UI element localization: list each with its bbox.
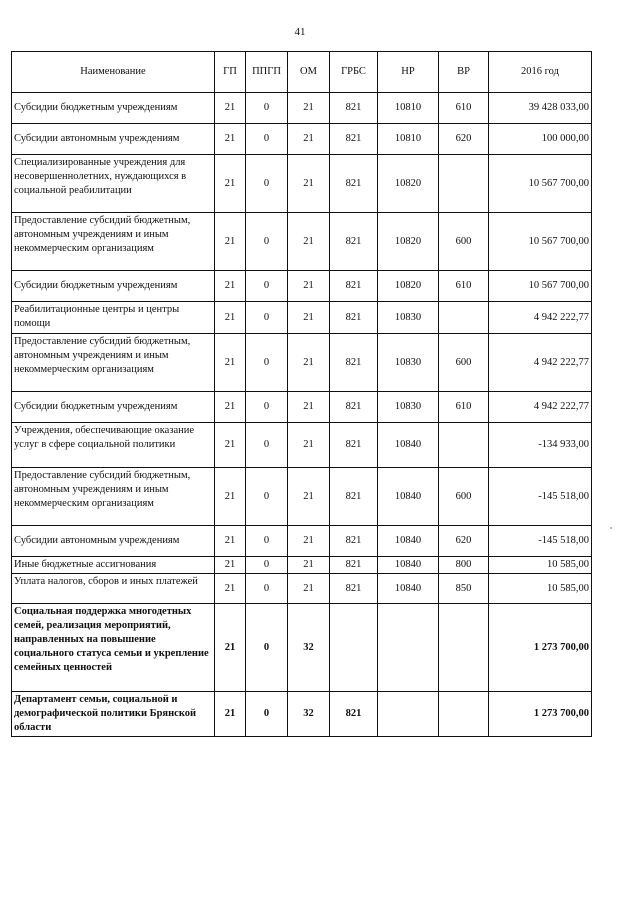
cell-nr: 10840 [378, 574, 439, 604]
cell-amount: 10 567 700,00 [489, 271, 592, 302]
cell-vr: 610 [439, 93, 489, 124]
header-year: 2016 год [489, 52, 592, 93]
cell-grbs: 821 [330, 526, 378, 557]
cell-nr: 10840 [378, 526, 439, 557]
cell-name: Социальная поддержка многодетных семей, реализация мероприятий, направленных на повышение социального статуса семьи и укрепление семейных ценностей [12, 604, 215, 692]
header-om: ОМ [288, 52, 330, 93]
table-row [12, 334, 592, 392]
cell-gp: 21 [215, 557, 246, 574]
header-nr: НР [378, 52, 439, 93]
cell-vr: 620 [439, 526, 489, 557]
cell-vr [439, 692, 489, 737]
cell-name: Субсидии бюджетным учреждениям [12, 93, 215, 124]
cell-vr: 600 [439, 334, 489, 392]
cell-amount: 4 942 222,77 [489, 302, 592, 334]
cell-amount: 10 585,00 [489, 574, 592, 604]
cell-vr [439, 604, 489, 692]
cell-grbs: 821 [330, 302, 378, 334]
cell-om: 21 [288, 557, 330, 574]
cell-grbs: 821 [330, 574, 378, 604]
cell-amount: 4 942 222,77 [489, 392, 592, 423]
cell-amount: -134 933,00 [489, 423, 592, 468]
cell-nr [378, 692, 439, 737]
header-name: Наименование [12, 52, 215, 93]
table-row [12, 423, 592, 468]
cell-name: Предоставление субсидий бюджетным, автономным учреждениям и иным некоммерческим организациям [12, 468, 215, 526]
scan-speck [610, 527, 612, 529]
cell-grbs: 821 [330, 423, 378, 468]
table-row [12, 302, 592, 334]
cell-grbs: 821 [330, 93, 378, 124]
cell-nr: 10830 [378, 392, 439, 423]
cell-om: 21 [288, 423, 330, 468]
table-row [12, 93, 592, 124]
cell-nr: 10820 [378, 155, 439, 213]
cell-om: 21 [288, 392, 330, 423]
cell-gp: 21 [215, 604, 246, 692]
cell-vr: 620 [439, 124, 489, 155]
cell-om: 21 [288, 574, 330, 604]
cell-vr: 610 [439, 271, 489, 302]
cell-ppgp: 0 [246, 692, 288, 737]
cell-grbs [330, 604, 378, 692]
cell-amount: 10 567 700,00 [489, 213, 592, 271]
cell-ppgp: 0 [246, 468, 288, 526]
cell-name: Субсидии бюджетным учреждениям [12, 392, 215, 423]
cell-ppgp: 0 [246, 557, 288, 574]
cell-gp: 21 [215, 334, 246, 392]
cell-gp: 21 [215, 574, 246, 604]
cell-vr: 600 [439, 468, 489, 526]
cell-amount: 1 273 700,00 [489, 604, 592, 692]
table-row [12, 271, 592, 302]
cell-gp: 21 [215, 213, 246, 271]
cell-name: Учреждения, обеспечивающие оказание услуг в сфере социальной политики [12, 423, 215, 468]
cell-ppgp: 0 [246, 574, 288, 604]
cell-grbs: 821 [330, 557, 378, 574]
cell-amount: 10 585,00 [489, 557, 592, 574]
cell-gp: 21 [215, 392, 246, 423]
cell-grbs: 821 [330, 124, 378, 155]
cell-ppgp: 0 [246, 423, 288, 468]
cell-name: Специализированные учреждения для несовершеннолетних, нуждающихся в социальной реабилитации [12, 155, 215, 213]
cell-nr: 10830 [378, 302, 439, 334]
cell-gp: 21 [215, 526, 246, 557]
cell-grbs: 821 [330, 271, 378, 302]
cell-grbs: 821 [330, 213, 378, 271]
cell-ppgp: 0 [246, 124, 288, 155]
cell-gp: 21 [215, 155, 246, 213]
cell-nr: 10840 [378, 468, 439, 526]
cell-gp: 21 [215, 468, 246, 526]
cell-gp: 21 [215, 302, 246, 334]
table-row [12, 124, 592, 155]
cell-ppgp: 0 [246, 155, 288, 213]
header-ppgp: ППГП [246, 52, 288, 93]
table-row [12, 468, 592, 526]
cell-ppgp: 0 [246, 213, 288, 271]
cell-vr: 850 [439, 574, 489, 604]
cell-om: 21 [288, 334, 330, 392]
cell-om: 32 [288, 692, 330, 737]
cell-amount: 1 273 700,00 [489, 692, 592, 737]
cell-om: 21 [288, 124, 330, 155]
cell-amount: -145 518,00 [489, 526, 592, 557]
cell-om: 21 [288, 93, 330, 124]
cell-gp: 21 [215, 271, 246, 302]
cell-nr: 10840 [378, 423, 439, 468]
cell-grbs: 821 [330, 392, 378, 423]
cell-vr: 600 [439, 213, 489, 271]
cell-vr: 610 [439, 392, 489, 423]
cell-name: Реабилитационные центры и центры помощи [12, 302, 215, 334]
cell-ppgp: 0 [246, 604, 288, 692]
cell-om: 21 [288, 213, 330, 271]
cell-vr: 800 [439, 557, 489, 574]
header-gp: ГП [215, 52, 246, 93]
cell-vr [439, 155, 489, 213]
cell-nr: 10840 [378, 557, 439, 574]
cell-name: Уплата налогов, сборов и иных платежей [12, 574, 215, 604]
cell-name: Предоставление субсидий бюджетным, автономным учреждениям и иным некоммерческим организациям [12, 213, 215, 271]
cell-nr: 10830 [378, 334, 439, 392]
cell-amount: 10 567 700,00 [489, 155, 592, 213]
table-row [12, 557, 592, 574]
cell-name: Субсидии бюджетным учреждениям [12, 271, 215, 302]
cell-grbs: 821 [330, 692, 378, 737]
cell-name: Предоставление субсидий бюджетным, автономным учреждениям и иным некоммерческим организациям [12, 334, 215, 392]
cell-gp: 21 [215, 124, 246, 155]
cell-nr: 10820 [378, 271, 439, 302]
page-number: 41 [294, 26, 306, 38]
cell-nr: 10820 [378, 213, 439, 271]
cell-amount: 4 942 222,77 [489, 334, 592, 392]
cell-ppgp: 0 [246, 302, 288, 334]
cell-ppgp: 0 [246, 334, 288, 392]
cell-nr [378, 604, 439, 692]
table-row [12, 574, 592, 604]
cell-nr: 10810 [378, 93, 439, 124]
cell-gp: 21 [215, 423, 246, 468]
header-grbs: ГРБС [330, 52, 378, 93]
cell-name: Департамент семьи, социальной и демографической политики Брянской области [12, 692, 215, 737]
cell-om: 21 [288, 468, 330, 526]
cell-name: Субсидии автономным учреждениям [12, 526, 215, 557]
cell-ppgp: 0 [246, 271, 288, 302]
cell-om: 32 [288, 604, 330, 692]
cell-amount: 100 000,00 [489, 124, 592, 155]
table-row [12, 392, 592, 423]
table-row [12, 213, 592, 271]
budget-table [11, 51, 592, 737]
cell-nr: 10810 [378, 124, 439, 155]
cell-om: 21 [288, 155, 330, 213]
cell-ppgp: 0 [246, 93, 288, 124]
cell-vr [439, 423, 489, 468]
cell-grbs: 821 [330, 155, 378, 213]
header-row [12, 52, 592, 93]
cell-om: 21 [288, 526, 330, 557]
cell-om: 21 [288, 302, 330, 334]
cell-grbs: 821 [330, 468, 378, 526]
table-row [12, 692, 592, 737]
table-row [12, 155, 592, 213]
table-row [12, 526, 592, 557]
cell-ppgp: 0 [246, 392, 288, 423]
cell-amount: -145 518,00 [489, 468, 592, 526]
cell-ppgp: 0 [246, 526, 288, 557]
cell-name: Субсидии автономным учреждениям [12, 124, 215, 155]
cell-name: Иные бюджетные ассигнования [12, 557, 215, 574]
cell-grbs: 821 [330, 334, 378, 392]
cell-vr [439, 302, 489, 334]
header-vr: ВР [439, 52, 489, 93]
cell-gp: 21 [215, 93, 246, 124]
cell-gp: 21 [215, 692, 246, 737]
table-row [12, 604, 592, 692]
cell-om: 21 [288, 271, 330, 302]
cell-amount: 39 428 033,00 [489, 93, 592, 124]
